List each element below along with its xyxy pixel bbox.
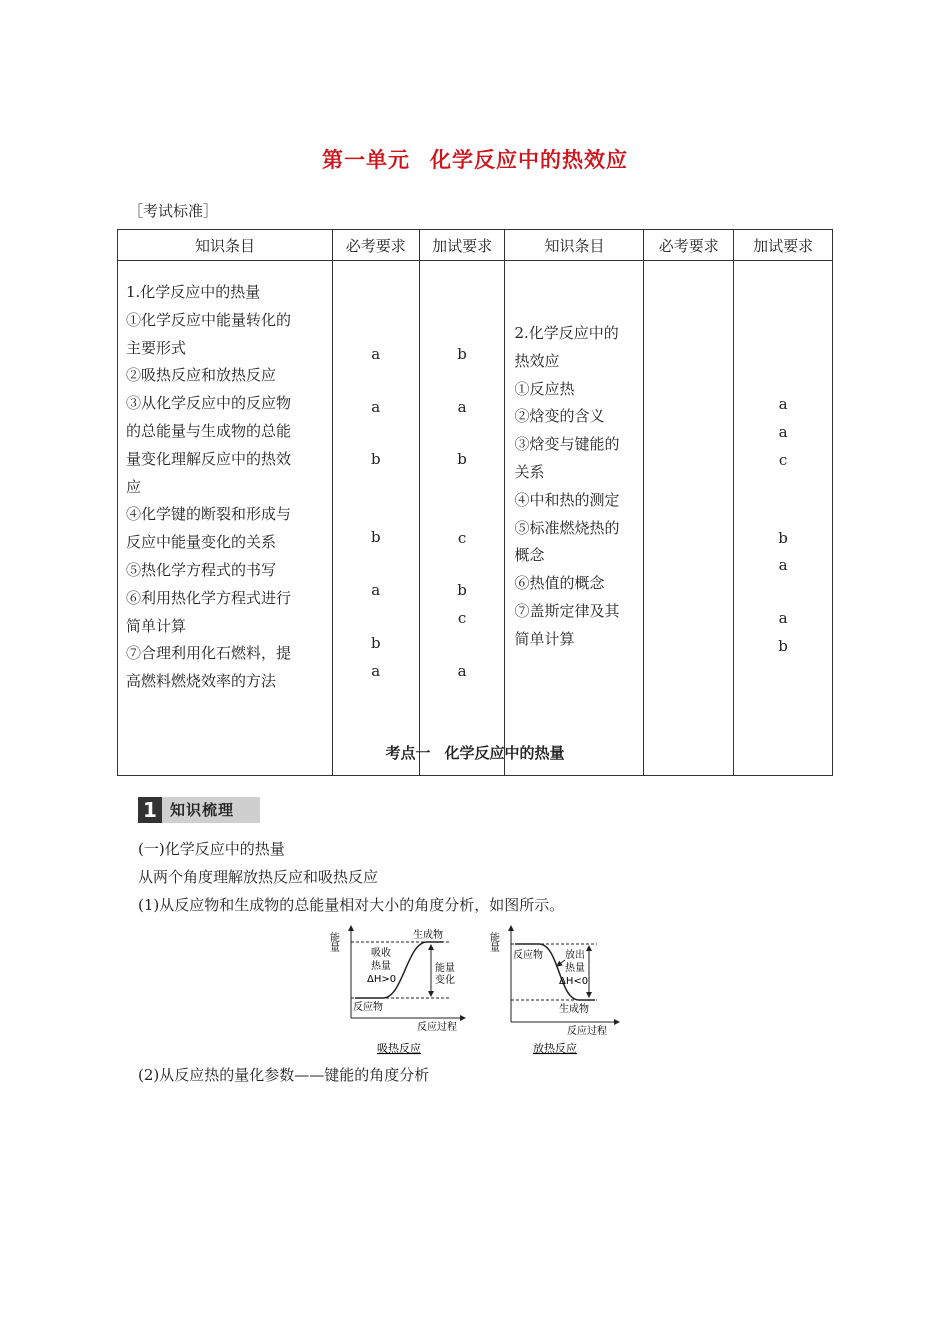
reactant-label: 反应物: [353, 1002, 383, 1013]
list-item: 2.化学反应中的: [514, 324, 619, 342]
level-value: a: [778, 423, 788, 441]
list-item: ⑦盖斯定律及其: [514, 601, 620, 620]
header-cell: 知识条目: [505, 230, 644, 261]
energy-diagrams: [325, 920, 625, 1060]
list-item: ④中和热的测定: [514, 490, 620, 509]
list-item: 1.化学反应中的热量: [126, 283, 261, 301]
badge-label: 知识梳理: [162, 797, 260, 823]
knowledge-badge: [138, 797, 260, 823]
section-title: 化学反应中的热量: [444, 744, 565, 762]
list-item: ③焓变与键能的: [514, 435, 620, 454]
list-item: ②吸热反应和放热反应: [126, 366, 277, 385]
delta-h-label: ΔH>0: [367, 974, 397, 985]
energy-change-label: 能量: [435, 963, 455, 974]
level-value: a: [778, 609, 788, 627]
energy-curve: [355, 942, 443, 998]
list-item: 简单计算: [514, 629, 575, 648]
right-additional-cell: [734, 261, 833, 776]
list-item: 简单计算: [126, 616, 187, 635]
level-value: b: [457, 581, 467, 599]
level-value: a: [457, 662, 467, 680]
right-required-cell: [644, 261, 734, 776]
level-value: a: [371, 345, 381, 363]
x-axis-label: 反应过程: [417, 1022, 457, 1033]
release-label: 放出: [565, 950, 585, 961]
list-item: ①反应热: [514, 379, 575, 398]
heat-label: 热量: [565, 963, 585, 974]
level-value: b: [370, 450, 381, 468]
list-item: ⑦合理利用化石燃料，提: [126, 644, 292, 663]
list-item: ⑥利用热化学方程式进行: [126, 588, 292, 607]
delta-h-label: ΔH<0: [559, 976, 589, 987]
x-axis-label: 反应过程: [567, 1026, 607, 1037]
y-axis-label: 能量: [327, 932, 339, 952]
right-items-cell: [505, 261, 644, 776]
title-unit: 第一单元: [322, 148, 410, 172]
paragraph: (2)从反应热的量化参数——键能的角度分析: [138, 1066, 430, 1084]
list-item: 应: [126, 477, 142, 496]
level-value: b: [457, 450, 467, 468]
header-cell: 加试要求: [734, 230, 833, 261]
standards-label: ［考试标准］: [128, 202, 219, 220]
list-item: 关系: [514, 462, 545, 481]
list-item: 的总能量与生成物的总能: [126, 421, 292, 440]
endothermic-diagram: [328, 926, 466, 1055]
level-value: b: [778, 529, 788, 547]
diagram-caption: 放热反应: [533, 1042, 577, 1055]
header-cell: 必考要求: [644, 230, 734, 261]
list-item: ②焓变的含义: [514, 407, 605, 426]
list-item: ④化学键的断裂和形成与: [126, 505, 292, 524]
header-cell: 必考要求: [332, 230, 419, 261]
level-value: a: [371, 398, 381, 416]
heat-label: 热量: [371, 961, 391, 972]
section-heading: [0, 742, 950, 763]
level-value: b: [778, 637, 788, 655]
level-value: a: [778, 395, 788, 413]
list-item: ⑥热值的概念: [514, 574, 605, 593]
y-axis-label: 能量: [487, 932, 499, 952]
header-cell: 加试要求: [419, 230, 505, 261]
paragraph: (一)化学反应中的热量: [138, 840, 285, 858]
list-item: 热效应: [514, 351, 560, 370]
level-value: a: [371, 581, 381, 599]
level-value: c: [457, 609, 467, 627]
badge-number: 1: [138, 797, 162, 823]
list-item: 反应中能量变化的关系: [126, 533, 277, 552]
paragraph: (1)从反应物和生成物的总能量相对大小的角度分析，如图所示。: [138, 896, 565, 914]
section-number: 考点一: [385, 744, 431, 762]
list-item: 概念: [514, 546, 545, 565]
left-required-cell: [332, 261, 419, 776]
header-cell: 知识条目: [118, 230, 333, 261]
left-items-cell: [118, 261, 333, 776]
level-value: a: [371, 662, 381, 680]
release-arrow: [557, 960, 565, 966]
list-item: 高燃料燃烧效率的方法: [126, 672, 277, 691]
absorb-label: 吸收: [371, 948, 391, 959]
level-value: b: [457, 345, 467, 363]
level-value: b: [370, 634, 381, 652]
level-value: c: [778, 451, 788, 469]
list-item: ③从化学反应中的反应物: [126, 394, 292, 413]
table-header-row: [118, 230, 833, 261]
list-item: 主要形式: [126, 338, 187, 357]
title-topic: 化学反应中的热效应: [430, 148, 628, 172]
list-item: 量变化理解反应中的热效: [126, 449, 292, 468]
list-item: ⑤标准燃烧热的: [514, 518, 620, 537]
level-value: c: [457, 529, 467, 547]
product-label: 生成物: [413, 930, 443, 941]
reactant-label: 反应物: [513, 950, 543, 961]
level-value: a: [778, 556, 788, 574]
list-item: ⑤热化学方程式的书写: [126, 560, 277, 579]
level-value: a: [457, 398, 467, 416]
requirements-table: [117, 229, 833, 776]
paragraph: 从两个角度理解放热反应和吸热反应: [138, 868, 379, 886]
list-item: ①化学反应中能量转化的: [126, 310, 292, 329]
diagram-caption: 吸热反应: [377, 1042, 421, 1055]
exothermic-diagram: [488, 926, 620, 1055]
energy-change-label: 变化: [435, 975, 455, 986]
left-additional-cell: [419, 261, 505, 776]
product-label: 生成物: [559, 1004, 589, 1015]
page-title: [0, 144, 950, 174]
level-value: b: [370, 528, 381, 546]
table-row: [118, 261, 833, 776]
